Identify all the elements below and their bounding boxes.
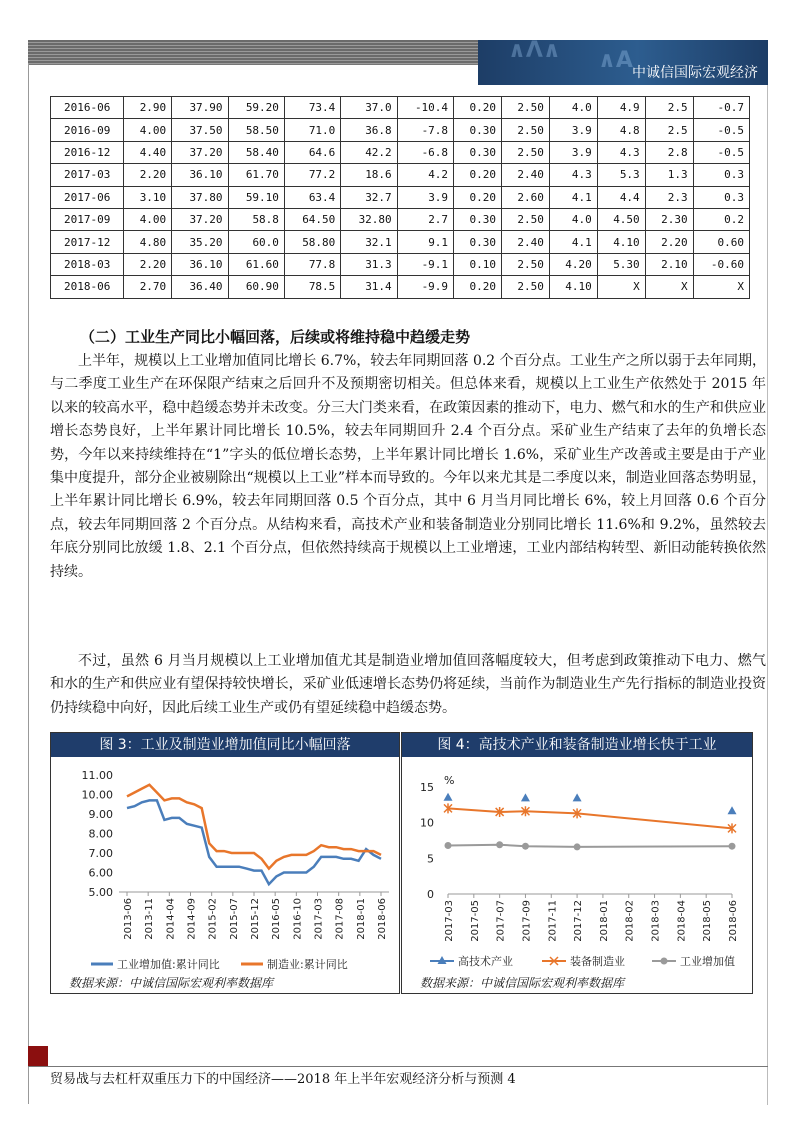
footer-text: 贸易战与去杠杆双重压力下的中国经济——2018 年上半年宏观经济分析与预测 4 xyxy=(50,1072,516,1087)
table-cell: 4.10 xyxy=(597,231,645,253)
table-cell: 2.50 xyxy=(501,97,549,119)
legend-label: 工业增加值 xyxy=(680,955,735,968)
table-cell: 2016-09 xyxy=(51,119,124,141)
table-cell: 1.3 xyxy=(645,164,693,186)
table-cell: 63.4 xyxy=(284,186,340,208)
table-cell: 5.3 xyxy=(597,164,645,186)
data-point-circle xyxy=(729,843,736,850)
table-cell: 42.2 xyxy=(341,141,397,163)
left-margin-rule xyxy=(28,64,29,1104)
y-tick-label: 6.00 xyxy=(88,866,113,880)
table-cell: 71.0 xyxy=(284,119,340,141)
table-cell: 4.80 xyxy=(124,231,172,253)
table-cell: 4.3 xyxy=(549,164,597,186)
table-cell: 2.20 xyxy=(124,164,172,186)
table-cell: 5.30 xyxy=(597,253,645,275)
table-cell: 36.10 xyxy=(172,253,228,275)
table-cell: 2.40 xyxy=(501,164,549,186)
table-cell: 37.20 xyxy=(172,208,228,230)
table-cell: 0.20 xyxy=(454,97,502,119)
table-cell: 37.20 xyxy=(172,141,228,163)
table-cell: X xyxy=(693,276,749,298)
table-cell: -6.8 xyxy=(397,141,453,163)
data-point-circle xyxy=(445,842,452,849)
figure-3-chart xyxy=(51,757,401,977)
x-tick-label: 2014-04 xyxy=(165,898,177,940)
table-row xyxy=(51,253,750,275)
x-tick-label: 2018-04 xyxy=(676,900,688,942)
table-row xyxy=(51,141,750,163)
data-point-circle xyxy=(496,841,503,848)
x-tick-label: 2016-05 xyxy=(271,898,283,940)
data-point-triangle xyxy=(521,793,530,801)
x-tick-label: 2014-09 xyxy=(186,898,198,940)
table-cell: 64.6 xyxy=(284,141,340,163)
paragraph-1: 上半年，规模以上工业增加值同比增长 6.7%，较去年同期回落 0.2 个百分点。工业生产之所以弱于去年同期，与二季度工业生产在环保限产结束之后回升不及预期密切相关。但总体来看，规模以上工业生产依然处于 2015 年以来的较高水平，稳中趋缓态势并未改变。分三大门类来看，在政策因素的推动下，电力、燃气和水的生产和供应业增长态势良好，上半年累计同比增长 10.5%，较去年同期回升 2.4 个百分点。采矿业生产结束了去年的负增长态势，今年以来持续维持在“1”字头的低位增长态势，上半年累计同比增长 1.6%，采矿业生产改善或主要是由于产业集中度提升，部分企业被剔除出“规模以上工业”样本而导致的。今年以来尤其是二季度以来，制造业回落态势明显，上半年累计同比增长 6.9%，较去年同期回落 0.5 个百分点，其中 6 月当月同比增长 6%，较上月回落 0.6 个百分点，较去年同期回落 2 个百分点。从结构来看，高技术产业和装备制造业分别同比增长 11.6%和 9.2%，虽然较去年底分别同比放缓 1.8、2.1 个百分点，但依然持续高于规模以上工业增速，工业内部结构转型、新旧动能转换依然持续。 xyxy=(50,353,766,580)
table-cell: 0.3 xyxy=(693,186,749,208)
table-cell: 4.10 xyxy=(549,276,597,298)
table-cell: 0.10 xyxy=(454,253,502,275)
table-cell: 2.50 xyxy=(501,208,549,230)
table-cell: 0.20 xyxy=(454,276,502,298)
table-cell: 2.90 xyxy=(124,97,172,119)
table-cell: 4.2 xyxy=(397,164,453,186)
legend-marker xyxy=(661,958,668,965)
table-cell: 2.20 xyxy=(124,253,172,275)
table-cell: -9.1 xyxy=(397,253,453,275)
table-cell: 2.3 xyxy=(645,186,693,208)
legend-label: 高技术产业 xyxy=(458,955,513,968)
table-cell: 58.80 xyxy=(284,231,340,253)
y-tick-label: 11.00 xyxy=(81,769,113,782)
table-cell: 2.5 xyxy=(645,97,693,119)
banner-decoration: ∧A xyxy=(598,48,633,73)
table-cell: 61.60 xyxy=(228,253,284,275)
table-cell: 64.50 xyxy=(284,208,340,230)
x-tick-label: 2018-02 xyxy=(624,900,636,942)
table-cell: -9.9 xyxy=(397,276,453,298)
table-cell: 2017-09 xyxy=(51,208,124,230)
table-cell: 3.9 xyxy=(397,186,453,208)
table-cell: 0.20 xyxy=(454,186,502,208)
x-tick-label: 2018-06 xyxy=(377,898,388,940)
y-tick-label: 10.00 xyxy=(81,788,113,802)
x-tick-label: 2018-06 xyxy=(728,900,739,942)
table-cell: 4.9 xyxy=(597,97,645,119)
table-row xyxy=(51,186,750,208)
table-row xyxy=(51,97,750,119)
footer-rule xyxy=(28,1066,768,1067)
table-cell: 73.4 xyxy=(284,97,340,119)
y-tick-label: 5.00 xyxy=(88,886,113,899)
table-cell: 58.50 xyxy=(228,119,284,141)
table-cell: -0.5 xyxy=(693,119,749,141)
table-cell: 36.10 xyxy=(172,164,228,186)
table-cell: 37.0 xyxy=(341,97,397,119)
figure-4-title: 图 4：高技术产业和装备制造业增长快于工业 xyxy=(402,733,752,757)
header-org-title: 中诚信国际宏观经济 xyxy=(632,65,758,81)
table-cell: 0.30 xyxy=(454,208,502,230)
figure-3 xyxy=(50,732,400,994)
table-cell: 0.60 xyxy=(693,231,749,253)
x-tick-label: 2017-12 xyxy=(573,900,585,942)
table-cell: 2.10 xyxy=(645,253,693,275)
table-cell: 4.8 xyxy=(597,119,645,141)
table-cell: 0.30 xyxy=(454,119,502,141)
y-tick-label: 15 xyxy=(420,781,434,794)
table-cell: 37.80 xyxy=(172,186,228,208)
x-tick-label: 2013-06 xyxy=(123,898,134,940)
table-cell: 0.30 xyxy=(454,231,502,253)
table-cell: 4.0 xyxy=(549,208,597,230)
header-stripes xyxy=(28,40,478,64)
x-tick-label: 2018-05 xyxy=(702,900,714,942)
table-cell: 2.50 xyxy=(501,141,549,163)
x-tick-label: 2017-09 xyxy=(521,900,533,942)
x-tick-label: 2017-05 xyxy=(469,900,481,942)
table-cell: 36.8 xyxy=(341,119,397,141)
table-cell: 37.90 xyxy=(172,97,228,119)
table-cell: 4.20 xyxy=(549,253,597,275)
y-unit-label: % xyxy=(444,774,455,787)
table-cell: 2.70 xyxy=(124,276,172,298)
x-tick-label: 2017-08 xyxy=(334,898,346,940)
data-point-triangle xyxy=(573,793,582,801)
data-point-circle xyxy=(574,843,581,850)
x-tick-label: 2015-12 xyxy=(250,898,261,940)
data-point-circle xyxy=(522,843,529,850)
table-cell: X xyxy=(645,276,693,298)
figure-4 xyxy=(401,732,753,994)
table-cell: 18.6 xyxy=(341,164,397,186)
x-tick-label: 2018-01 xyxy=(598,900,610,942)
table-cell: -10.4 xyxy=(397,97,453,119)
x-tick-label: 2017-11 xyxy=(547,900,559,942)
table-cell: -0.60 xyxy=(693,253,749,275)
table-cell: 60.0 xyxy=(228,231,284,253)
table-cell: -7.8 xyxy=(397,119,453,141)
table-cell: 2.8 xyxy=(645,141,693,163)
y-tick-label: 0 xyxy=(427,888,434,901)
table-cell: 4.0 xyxy=(549,97,597,119)
table-cell: 61.70 xyxy=(228,164,284,186)
banner-decoration: ∧Λ∧ xyxy=(508,40,561,63)
table-cell: 35.20 xyxy=(172,231,228,253)
figure-4-chart xyxy=(402,757,754,977)
table-cell: 0.2 xyxy=(693,208,749,230)
figure-4-source: 数据来源：中诚信国际宏观利率数据库 xyxy=(420,976,625,990)
section-title: （二）工业生产同比小幅回落，后续或将维持稳中趋缓走势 xyxy=(80,328,471,346)
y-tick-label: 9.00 xyxy=(88,808,113,821)
table-cell: -0.7 xyxy=(693,97,749,119)
x-tick-label: 2013-11 xyxy=(144,898,156,940)
table-cell: 0.30 xyxy=(454,141,502,163)
data-table xyxy=(50,96,750,299)
table-cell: 3.10 xyxy=(124,186,172,208)
table-cell: 2018-06 xyxy=(51,276,124,298)
table-cell: 2.50 xyxy=(501,253,549,275)
x-tick-label: 2015-02 xyxy=(207,898,219,940)
table-cell: 59.20 xyxy=(228,97,284,119)
table-cell: 0.3 xyxy=(693,164,749,186)
table-row xyxy=(51,208,750,230)
header-banner xyxy=(478,40,768,85)
legend-label: 工业增加值:累计同比 xyxy=(117,958,220,971)
x-tick-label: 2017-03 xyxy=(444,900,455,942)
y-tick-label: 5 xyxy=(427,852,434,866)
table-cell: 4.40 xyxy=(124,141,172,163)
table-cell: 4.1 xyxy=(549,186,597,208)
table-cell: 2.50 xyxy=(501,276,549,298)
table-cell: 4.00 xyxy=(124,119,172,141)
table-cell: 4.3 xyxy=(597,141,645,163)
table-row xyxy=(51,276,750,298)
footer-marker xyxy=(28,1046,48,1066)
table-cell: 2.50 xyxy=(501,119,549,141)
series-line-1 xyxy=(127,785,381,869)
series-line-2 xyxy=(448,845,732,847)
series-line-1 xyxy=(448,808,732,828)
table-cell: 0.20 xyxy=(454,164,502,186)
table-cell: 32.80 xyxy=(341,208,397,230)
y-tick-label: 7.00 xyxy=(88,847,113,860)
x-tick-label: 2018-03 xyxy=(650,900,662,942)
table-cell: 2.5 xyxy=(645,119,693,141)
table-cell: 3.9 xyxy=(549,141,597,163)
x-tick-label: 2015-07 xyxy=(228,898,240,940)
table-cell: 59.10 xyxy=(228,186,284,208)
table-cell: 31.3 xyxy=(341,253,397,275)
paragraph-2: 不过，虽然 6 月当月规模以上工业增加值尤其是制造业增加值回落幅度较大，但考虑到政策推动下电力、燃气和水的生产和供应业有望保持较快增长，采矿业低速增长态势仍将延续，当前作为制造业生产先行指标的制造业投资仍持续稳中向好，因此后续工业生产或仍有望延续稳中趋缓态势。 xyxy=(50,653,766,716)
table-cell: 2018-03 xyxy=(51,253,124,275)
table-cell: 2017-03 xyxy=(51,164,124,186)
data-point-triangle xyxy=(728,806,737,814)
figure-3-source: 数据来源：中诚信国际宏观利率数据库 xyxy=(69,976,274,990)
table-cell: 4.50 xyxy=(597,208,645,230)
table-cell: 2.30 xyxy=(645,208,693,230)
table-cell: 32.1 xyxy=(341,231,397,253)
table-cell: 58.40 xyxy=(228,141,284,163)
table-cell: 2.7 xyxy=(397,208,453,230)
table-cell: 2017-12 xyxy=(51,231,124,253)
table-cell: 4.4 xyxy=(597,186,645,208)
x-tick-label: 2018-01 xyxy=(355,898,367,940)
legend-label: 制造业:累计同比 xyxy=(267,958,348,971)
table-cell: 2.20 xyxy=(645,231,693,253)
table-cell: 2016-12 xyxy=(51,141,124,163)
x-tick-label: 2017-03 xyxy=(313,898,325,940)
table-cell: 36.40 xyxy=(172,276,228,298)
table-cell: 58.8 xyxy=(228,208,284,230)
table-cell: 37.50 xyxy=(172,119,228,141)
table-cell: 3.9 xyxy=(549,119,597,141)
table-cell: 2017-06 xyxy=(51,186,124,208)
table-row xyxy=(51,231,750,253)
table-cell: 32.7 xyxy=(341,186,397,208)
table-cell: 60.90 xyxy=(228,276,284,298)
table-cell: 77.8 xyxy=(284,253,340,275)
figure-3-title: 图 3：工业及制造业增加值同比小幅回落 xyxy=(51,733,399,757)
table-cell: 4.00 xyxy=(124,208,172,230)
table-cell: 9.1 xyxy=(397,231,453,253)
table-cell: 77.2 xyxy=(284,164,340,186)
table-cell: 2.40 xyxy=(501,231,549,253)
table-cell: 4.1 xyxy=(549,231,597,253)
table-cell: 2.60 xyxy=(501,186,549,208)
table-row xyxy=(51,119,750,141)
x-tick-label: 2017-07 xyxy=(495,900,507,942)
data-point-triangle xyxy=(444,793,453,801)
x-tick-label: 2016-10 xyxy=(292,898,304,940)
right-margin-rule xyxy=(767,85,768,1105)
table-cell: 2016-06 xyxy=(51,97,124,119)
legend-label: 装备制造业 xyxy=(570,955,625,968)
y-tick-label: 10 xyxy=(420,816,434,830)
table-cell: 31.4 xyxy=(341,276,397,298)
table-row xyxy=(51,164,750,186)
table-cell: X xyxy=(597,276,645,298)
y-tick-label: 8.00 xyxy=(88,827,113,841)
table-cell: -0.5 xyxy=(693,141,749,163)
series-line-0 xyxy=(127,800,381,884)
table-cell: 78.5 xyxy=(284,276,340,298)
